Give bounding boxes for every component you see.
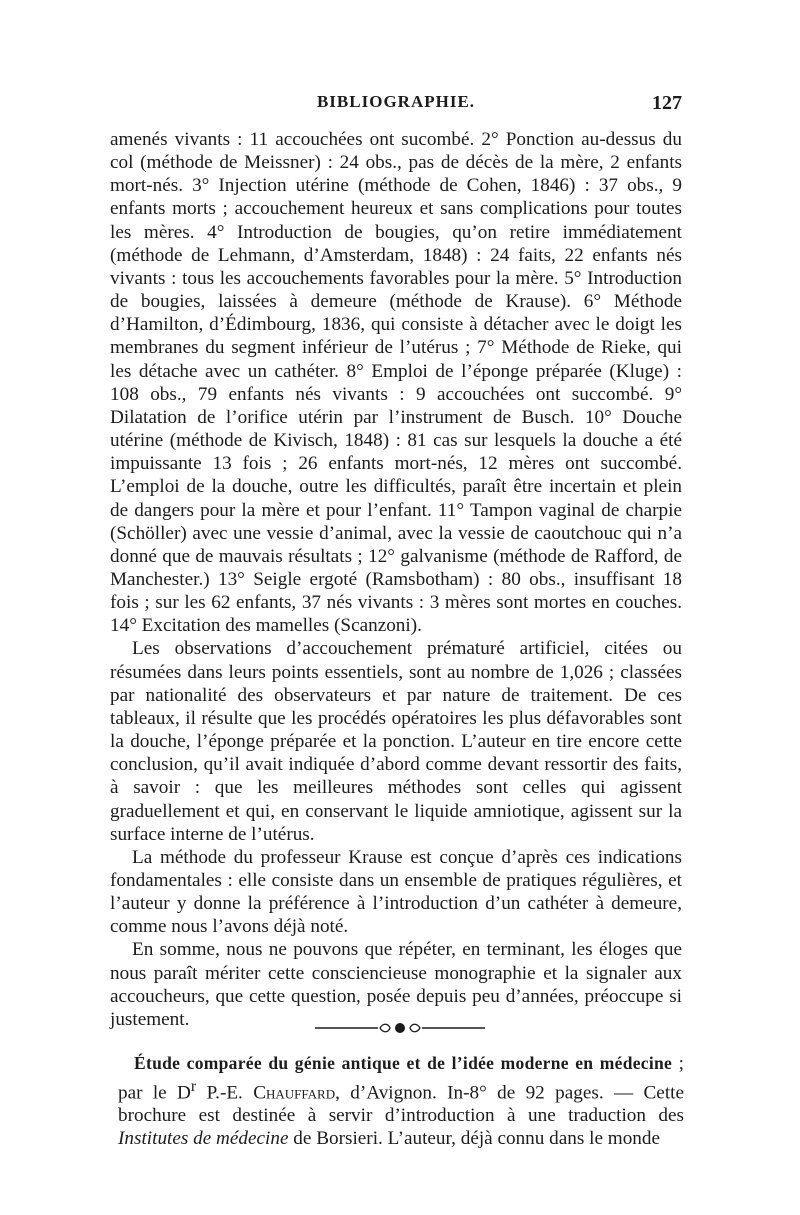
review-author: P.-E. Chauffard (206, 1082, 336, 1104)
paragraph-conclusion: En somme, nous ne pouvons que répéter, en terminant, les éloges que nous paraît mériter cette consciencieuse monographie et la signaler aux accoucheurs, que cette question, posée depuis peu d’années, préoccupe si justement. (110, 939, 682, 1030)
paragraph-krause-method: La méthode du professeur Krause est conçue d’après ces indications fondamentales : elle consiste dans un ensemble de pratiques régulières, et l’auteur y donne la préférence à l’introduction d’un cathéter à demeure, comme nous l’avons déjà noté. (110, 846, 682, 938)
review-work-title: Institutes de médecine (118, 1128, 289, 1150)
book-review (118, 1052, 684, 1150)
page-header (110, 92, 682, 122)
body-text (110, 128, 682, 1031)
review-paragraph (118, 1052, 684, 1150)
review-text-details: , d’Avignon. In-8° de 92 pages. — Cette brochure est destinée à servir d’introduction à une traduction des (118, 1082, 685, 1127)
review-text-tail: de Borsieri. L’auteur, déjà connu dans le monde (288, 1128, 661, 1150)
running-title: BIBLIOGRAPHIE. (316, 92, 476, 111)
paragraph-observations: Les observations d’accouchement prématuré artificiel, citées ou résumées dans leurs points essentiels, sont au nombre de 1,026 ; classées par nationalité des observateurs et par nature de traitement. De ces tableaux, il résulte que les procédés opératoires les plus défavorables sont la douche, l’éponge préparée et la ponction. L’auteur en tire encore cette conclusion, qu’il avait indiquée d’abord comme devant ressortir des faits, à savoir : que les meilleures méthodes sont celles qui agissent graduellement et qui, en conservant le liquide amniotique, agissent sur la surface interne de l’utérus. (110, 638, 682, 845)
doctor-abbrev-sup: r (190, 1078, 197, 1095)
paragraph-continued: amenés vivants : 11 accouchées ont sucombé. 2° Ponction au-dessus du col (méthode de Meissner) : 24 obs., pas de décès de la mère, 2 enfants mort-nés. 3° Injection utérine (méthode de Cohen, 1846) : 37 obs., 9 enfants morts ; accouchement heureux et sans complications pour toutes les mères. 4° Introduction de bougies, qu’on retire immédiatement (méthode de Lehmann, d’Amsterdam, 1848) : 24 faits, 22 enfants nés vivants : tous les accouchements favorables pour la mère. 5° Introduction de bougies, laissées à demeure (méthode de Krause). 6° Méthode d’Hamilton, d’Édimbourg, 1836, qui consiste à détacher avec le doigt les membranes du segment inférieur de l’utérus ; 7° Méthode de Rieke, qui les détache avec un cathéter. 8° Emploi de l’éponge préparée (Kluge) : 108 obs., 79 enfants nés vivants : 9 accouchées ont succombé. 9° Dilatation de l’orifice utérin par l’instrument de Busch. 10° Douche utérine (méthode de Kivisch, 1848) : 81 cas sur lesquels la douche a été impuissante 13 fois ; 26 enfants mort-nés, 12 mères ont succombé. L’emploi de la douche, outre les difficultés, paraît être incertain et plein de dangers pour la mère et pour l’enfant. 11° Tampon vaginal de charpie (Schöller) avec une vessie d’animal, avec la vessie de caoutchouc qui n’a donné que de mauvais résultats ; 12° galvanisme (méthode de Rafford, de Manchester.) 13° Seigle ergoté (Ramsbotham) : 80 obs., insuffisant 18 fois ; sur les 62 enfants, 37 nés vivants : 3 mères sont mortes en couches. 14° Excitation des mamelles (Scanzoni). (110, 129, 682, 637)
review-text-by: ; par le D (118, 1053, 684, 1104)
page-number: 127 (652, 92, 682, 114)
review-title: Étude comparée du génie antique et de l’idée moderne en médecine (134, 1053, 673, 1073)
section-divider-ornament (310, 1018, 490, 1038)
